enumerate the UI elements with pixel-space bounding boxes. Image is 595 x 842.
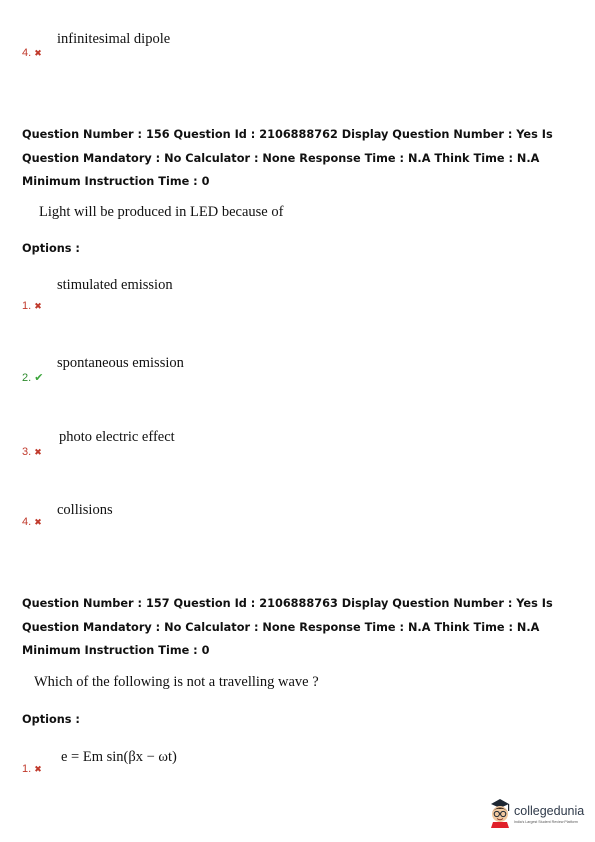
option-text: stimulated emission — [57, 277, 173, 293]
option-formula: e = Em sin(βx − ωt) — [61, 749, 177, 765]
check-icon: ✔ — [34, 372, 44, 384]
cross-icon: ✖ — [34, 447, 42, 457]
options-label: Options : — [22, 713, 80, 726]
option-number: 4. ✖ — [22, 47, 42, 59]
option-number: 1. ✖ — [22, 763, 42, 775]
option-text: infinitesimal dipole — [57, 31, 171, 47]
cross-icon: ✖ — [34, 301, 42, 311]
option-text: photo electric effect — [59, 429, 175, 445]
option-number: 2. ✔ — [22, 372, 44, 384]
logo-wordmark: collegedunia — [514, 804, 585, 818]
collegedunia-logo — [487, 798, 587, 832]
option-text: collisions — [57, 502, 113, 518]
option-text: spontaneous emission — [57, 355, 184, 371]
question-text: Which of the following is not a travelling wave ? — [34, 674, 319, 690]
option-number: 3. ✖ — [22, 446, 42, 458]
student-mascot-icon — [487, 798, 513, 828]
question-meta: Question Number : 157 Question Id : 2106888763 Display Question Number : Yes Is Question Mandatory : No Calculator : None Response Time : N.A Think Time : N.A Minimum Instruction Time : 0 — [22, 597, 553, 657]
logo-tagline: India's Largest Student Review Platform — [514, 820, 578, 824]
option-number: 1. ✖ — [22, 300, 42, 312]
cross-icon: ✖ — [34, 517, 42, 527]
cross-icon: ✖ — [34, 764, 42, 774]
question-meta: Question Number : 156 Question Id : 2106888762 Display Question Number : Yes Is Question Mandatory : No Calculator : None Response Time : N.A Think Time : N.A Minimum Instruction Time : 0 — [22, 128, 553, 188]
option-number: 4. ✖ — [22, 516, 42, 528]
cross-icon: ✖ — [34, 48, 42, 58]
question-text: Light will be produced in LED because of — [39, 204, 284, 220]
options-label: Options : — [22, 242, 80, 255]
